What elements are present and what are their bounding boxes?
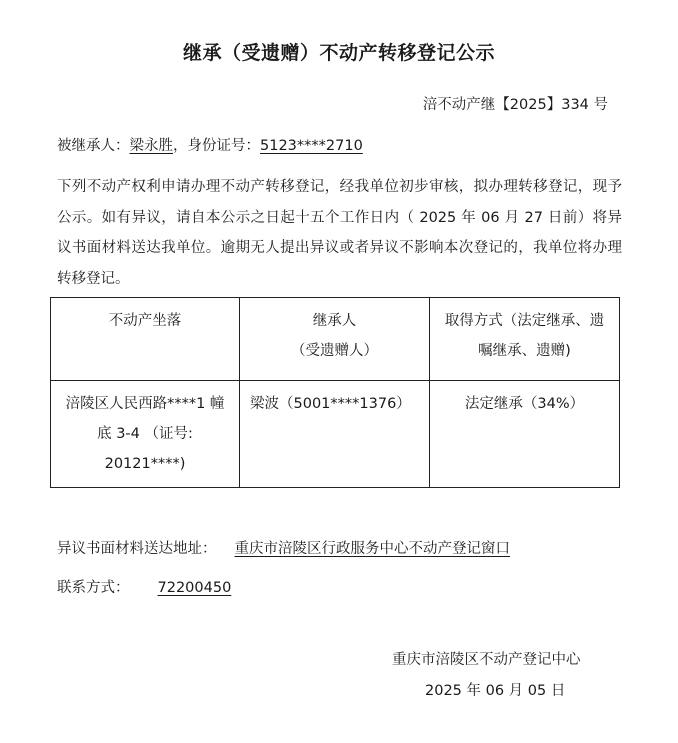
cell-heir: 梁波（5001****1376） <box>240 381 430 488</box>
contact-line <box>57 576 231 597</box>
decedent-id-number: 5123****2710 <box>260 138 363 154</box>
notice-title: 继承（受遗赠）不动产转移登记公示 <box>182 42 495 64</box>
issue-date: 2025 年 06 月 05 日 <box>425 683 566 699</box>
objection-address-value: 重庆市涪陵区行政服务中心不动产登记窗口 <box>234 541 510 557</box>
table-header-row <box>51 298 620 381</box>
table-row <box>51 381 620 488</box>
contact-label: 联系方式： <box>57 580 130 596</box>
decedent-label: 被继承人： <box>57 138 130 154</box>
cell-location: 涪陵区人民西路****1 幢 底 3-4 （证号: 20121****) <box>51 381 240 488</box>
issuer-name: 重庆市涪陵区不动产登记中心 <box>392 652 581 668</box>
header-heir: 继承人 （受遗赠人） <box>240 298 430 381</box>
property-table <box>50 297 620 488</box>
id-label: ，身份证号： <box>173 138 260 154</box>
decedent-line <box>57 134 363 155</box>
header-location: 不动产坐落 <box>51 298 240 381</box>
objection-address-label: 异议书面材料送达地址： <box>57 541 217 557</box>
contact-value: 72200450 <box>157 580 232 596</box>
notice-paragraph: 下列不动产权利申请办理不动产转移登记，经我单位初步审核，拟办理转移登记，现予公示。如有异议，请自本公示之日起十五个工作日内（ 2025 年 06 月 27 日前）将异议书面材料送达我单位。逾期无人提出异议或者异议不影响本次登记的，我单位将办理转移登记。 <box>57 179 622 287</box>
decedent-name: 梁永胜 <box>129 138 173 154</box>
document-number: 涪不动产继【2025】334 号 <box>422 97 608 113</box>
objection-address-line <box>57 537 510 558</box>
cell-method: 法定继承（34%） <box>430 381 620 488</box>
header-acquisition-method: 取得方式（法定继承、遗 嘱继承、遗赠) <box>430 298 620 381</box>
